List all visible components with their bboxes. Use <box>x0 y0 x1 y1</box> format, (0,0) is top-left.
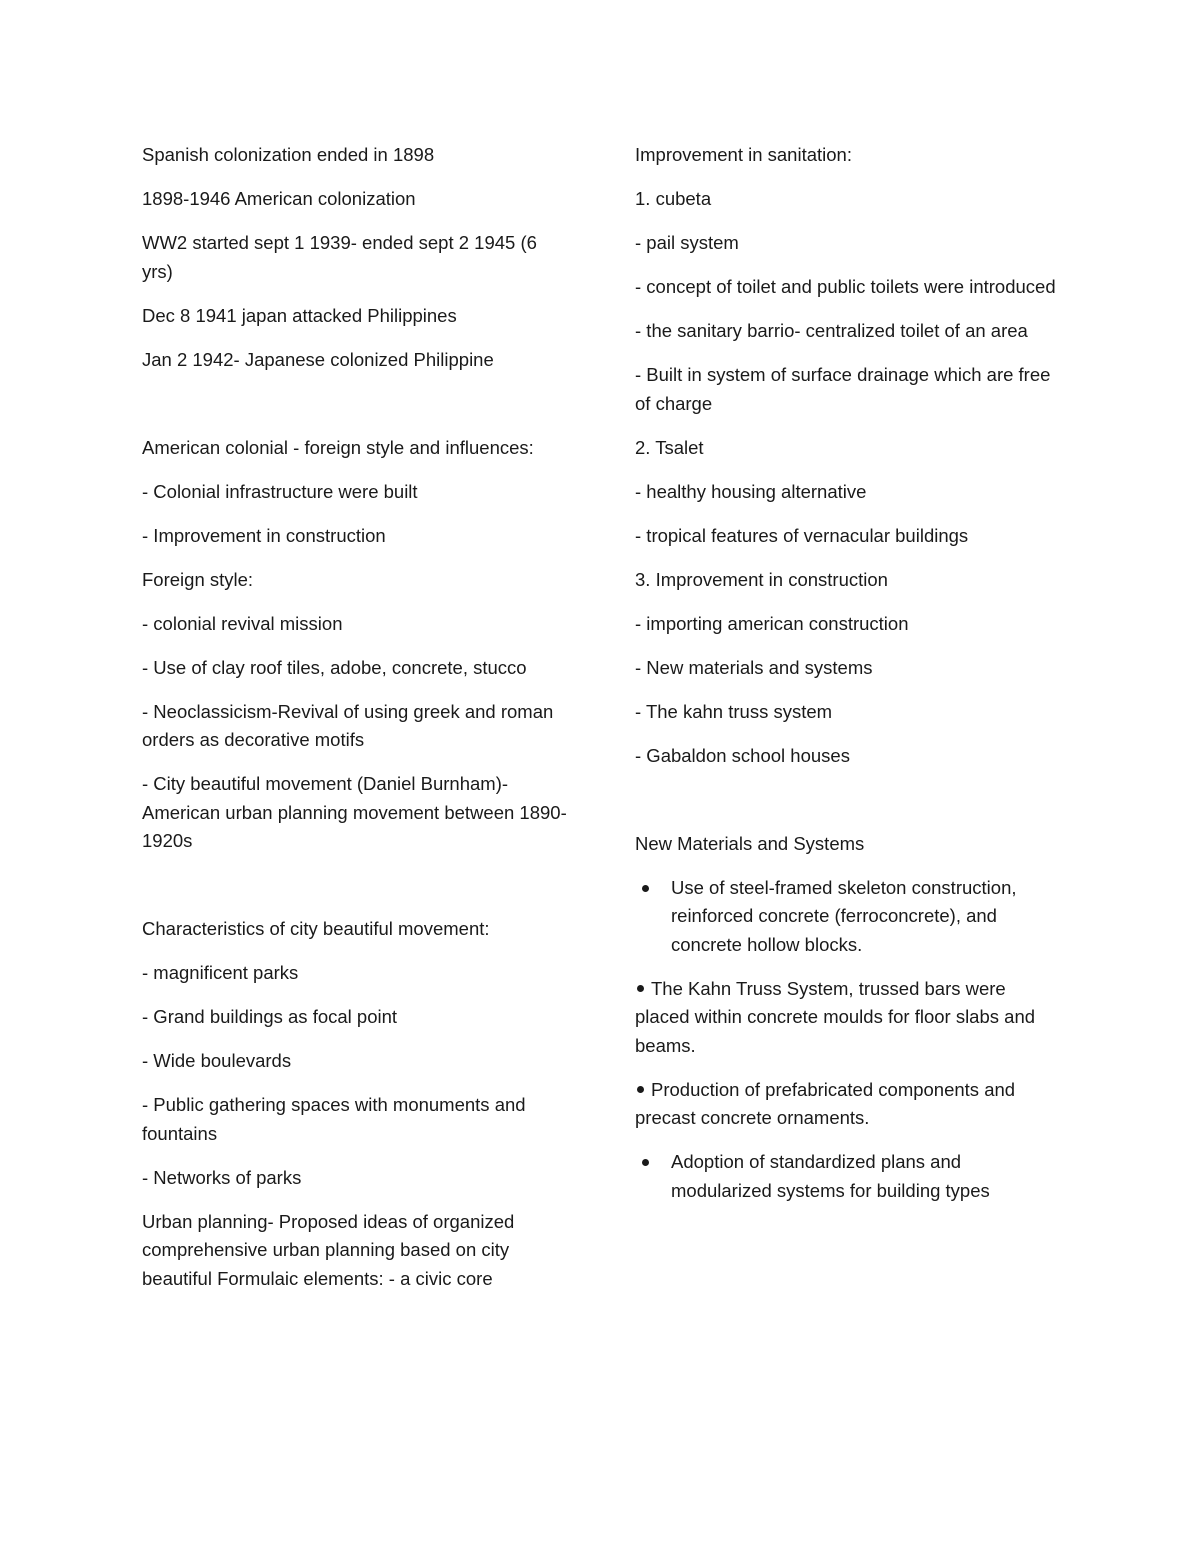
list-item: - City beautiful movement (Daniel Burnham)- American urban planning movement between 1890-1920s <box>142 773 567 851</box>
spacer <box>142 390 572 434</box>
list-item: - Grand buildings as focal point <box>142 1006 398 1027</box>
bullet-text: Use of steel-framed skeleton construction, reinforced concrete (ferroconcrete), and concrete hollow blocks. <box>671 876 1017 955</box>
paragraph: Urban planning- Proposed ideas of organized comprehensive urban planning based on city beautiful Formulaic elements: - a civic core <box>142 1210 515 1289</box>
bullet-icon <box>637 985 644 992</box>
list-item: - Neoclassicism-Revival of using greek and roman orders as decorative motifs <box>142 700 554 750</box>
paragraph: Spanish colonization ended in 1898 <box>142 144 435 165</box>
list-item: - New materials and systems <box>635 656 873 678</box>
paragraph: Jan 2 1942- Japanese colonized Philippine <box>142 348 494 370</box>
bullet-text: Adoption of standardized plans and modularized systems for building types <box>671 1151 990 1201</box>
bullet-item <box>635 1148 1060 1205</box>
spacer <box>142 871 572 915</box>
list-item: - Gabaldon school houses <box>635 744 850 766</box>
section-heading: Improvement in sanitation: <box>635 144 852 165</box>
numbered-item: 1. cubeta <box>635 188 712 209</box>
section-heading: American colonial - foreign style and influences: <box>142 436 534 458</box>
list-item: - magnificent parks <box>142 962 299 983</box>
bullet-icon <box>642 885 649 892</box>
section-heading: Foreign style: <box>142 568 254 590</box>
list-item: - The kahn truss system <box>635 700 833 722</box>
list-item: - healthy housing alternative <box>635 480 867 502</box>
bullet-text: The Kahn Truss System, trussed bars were placed within concrete moulds for floor slabs and beams. <box>635 977 1036 1056</box>
list-item: - Built in system of surface drainage which are free of charge <box>635 364 1051 414</box>
list-item: - tropical features of vernacular buildings <box>635 524 969 546</box>
numbered-item: 2. Tsalet <box>635 436 704 458</box>
bullet-icon <box>637 1086 644 1093</box>
numbered-item: 3. Improvement in construction <box>635 568 888 590</box>
paragraph: WW2 started sept 1 1939- ended sept 2 1945 (6 yrs) <box>142 232 537 282</box>
list-item: - concept of toilet and public toilets were introduced <box>635 276 1056 297</box>
bullet-item <box>635 874 1060 960</box>
bullet-icon <box>642 1159 649 1166</box>
list-item: - Improvement in construction <box>142 524 386 546</box>
list-item: - Networks of parks <box>142 1166 302 1188</box>
list-item: - Colonial infrastructure were built <box>142 480 418 502</box>
right-column <box>635 141 1060 1221</box>
list-item: - Public gathering spaces with monuments and fountains <box>142 1094 526 1144</box>
list-item: - importing american construction <box>635 612 909 634</box>
section-heading: New Materials and Systems <box>635 832 865 854</box>
list-item: - Wide boulevards <box>142 1050 292 1071</box>
left-column <box>142 141 572 1309</box>
list-item: - colonial revival mission <box>142 612 343 634</box>
list-item: - Use of clay roof tiles, adobe, concrete, stucco <box>142 656 527 678</box>
list-item: - the sanitary barrio- centralized toilet of an area <box>635 320 1028 341</box>
bullet-item <box>635 1076 1060 1133</box>
list-item: - pail system <box>635 232 739 253</box>
bullet-item <box>635 975 1060 1061</box>
paragraph: 1898-1946 American colonization <box>142 188 416 209</box>
section-heading: Characteristics of city beautiful movement: <box>142 918 490 939</box>
paragraph: Dec 8 1941 japan attacked Philippines <box>142 304 457 326</box>
spacer <box>635 786 1060 830</box>
bullet-text: Production of prefabricated components and precast concrete ornaments. <box>635 1078 1016 1128</box>
